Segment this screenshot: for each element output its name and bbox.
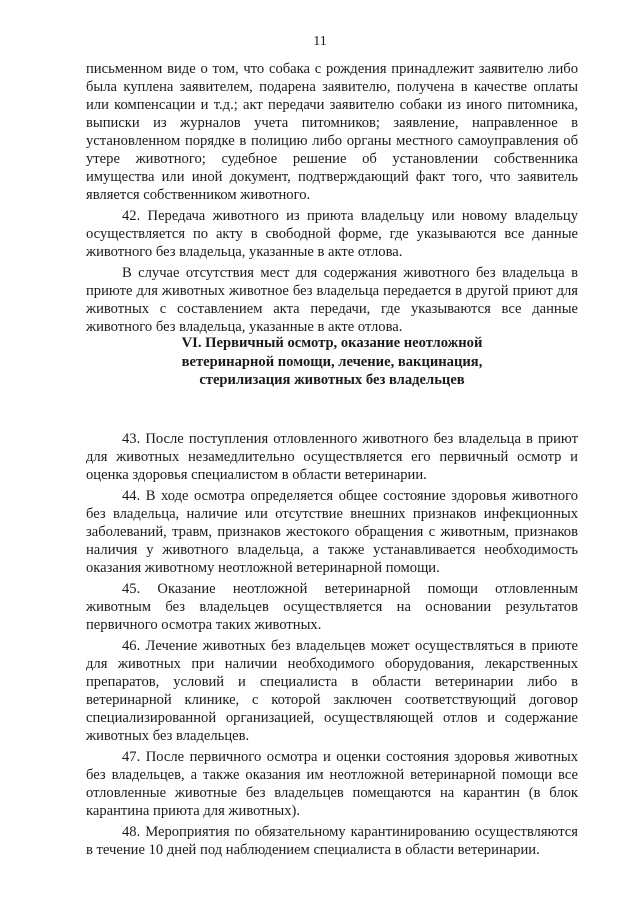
paragraph-44: 44. В ходе осмотра определяется общее состояние здоровья животного без владельца, наличие или отсутствие внешних признаков инфекционных заболеваний, травм, признаков жестокого обращения с животным, признаков наличия у животного владельца, а также устанавливается необходимость оказания животному неотложной ветеринарной помощи. <box>86 488 578 576</box>
paragraph-transfer-other-shelter: В случае отсутствия мест для содержания животного без владельца в приюте для животных животное без владельца передается в другой приют для животных с составлением акта передачи, где указываются все данные животного без владельца, указанные в акте отлова. <box>86 265 578 335</box>
page-number: 11 <box>313 34 327 49</box>
paragraph-43: 43. После поступления отловленного животного без владельца в приют для животных незамедлительно осуществляется его первичный осмотр и оценка здоровья специалистом в области ветеринарии. <box>86 431 578 483</box>
top-text-block <box>86 60 578 336</box>
section-heading-line: стерилизация животных без владельцев <box>199 372 465 388</box>
paragraph-continuation: письменном виде о том, что собака с рождения принадлежит заявителю либо была куплена заявителем, подарена заявителю, получена в качестве оплаты или компенсации и т.д.; акт передачи заявителю собаки из иного питомника, выписки из журналов учета питомников; заявление, направленное в установленном порядке в полицию либо органы местного самоуправления об утере животного; судебное решение об установлении собственника имущества или иной документ, подтверждающий факт того, что заявитель является собственником животного. <box>86 61 578 203</box>
bottom-text-block <box>86 430 578 859</box>
section-heading-line: VI. Первичный осмотр, оказание неотложной <box>181 335 483 351</box>
section-heading <box>86 334 578 390</box>
paragraph-48: 48. Мероприятия по обязательному карантинированию осуществляются в течение 10 дней под наблюдением специалиста в области ветеринарии. <box>86 824 578 858</box>
section-heading-line: ветеринарной помощи, лечение, вакцинация, <box>181 353 483 370</box>
paragraph-46: 46. Лечение животных без владельцев может осуществляться в приюте для животных при наличии необходимого оборудования, лекарственных препаратов, условий и специалиста в области ветеринарии либо в ветеринарной клинике, с которой заключен соответствующий договор специализированной организацией, осуществляющей отлов и содержание животных без владельцев. <box>86 638 578 744</box>
paragraph-47: 47. После первичного осмотра и оценки состояния здоровья животных без владельцев, а также оказания им неотложной ветеринарной помощи все отловленные животные без владельцев помещаются на карантин (в блок карантина приюта для животных). <box>86 749 578 819</box>
paragraph-42: 42. Передача животного из приюта владельцу или новому владельцу осуществляется по акту в свободной форме, где указываются все данные животного без владельца, указанные в акте отлова. <box>86 208 578 260</box>
paragraph-45: 45. Оказание неотложной ветеринарной помощи отловленным животным без владельцев осуществляется на основании результатов первичного осмотра таких животных. <box>86 581 578 633</box>
